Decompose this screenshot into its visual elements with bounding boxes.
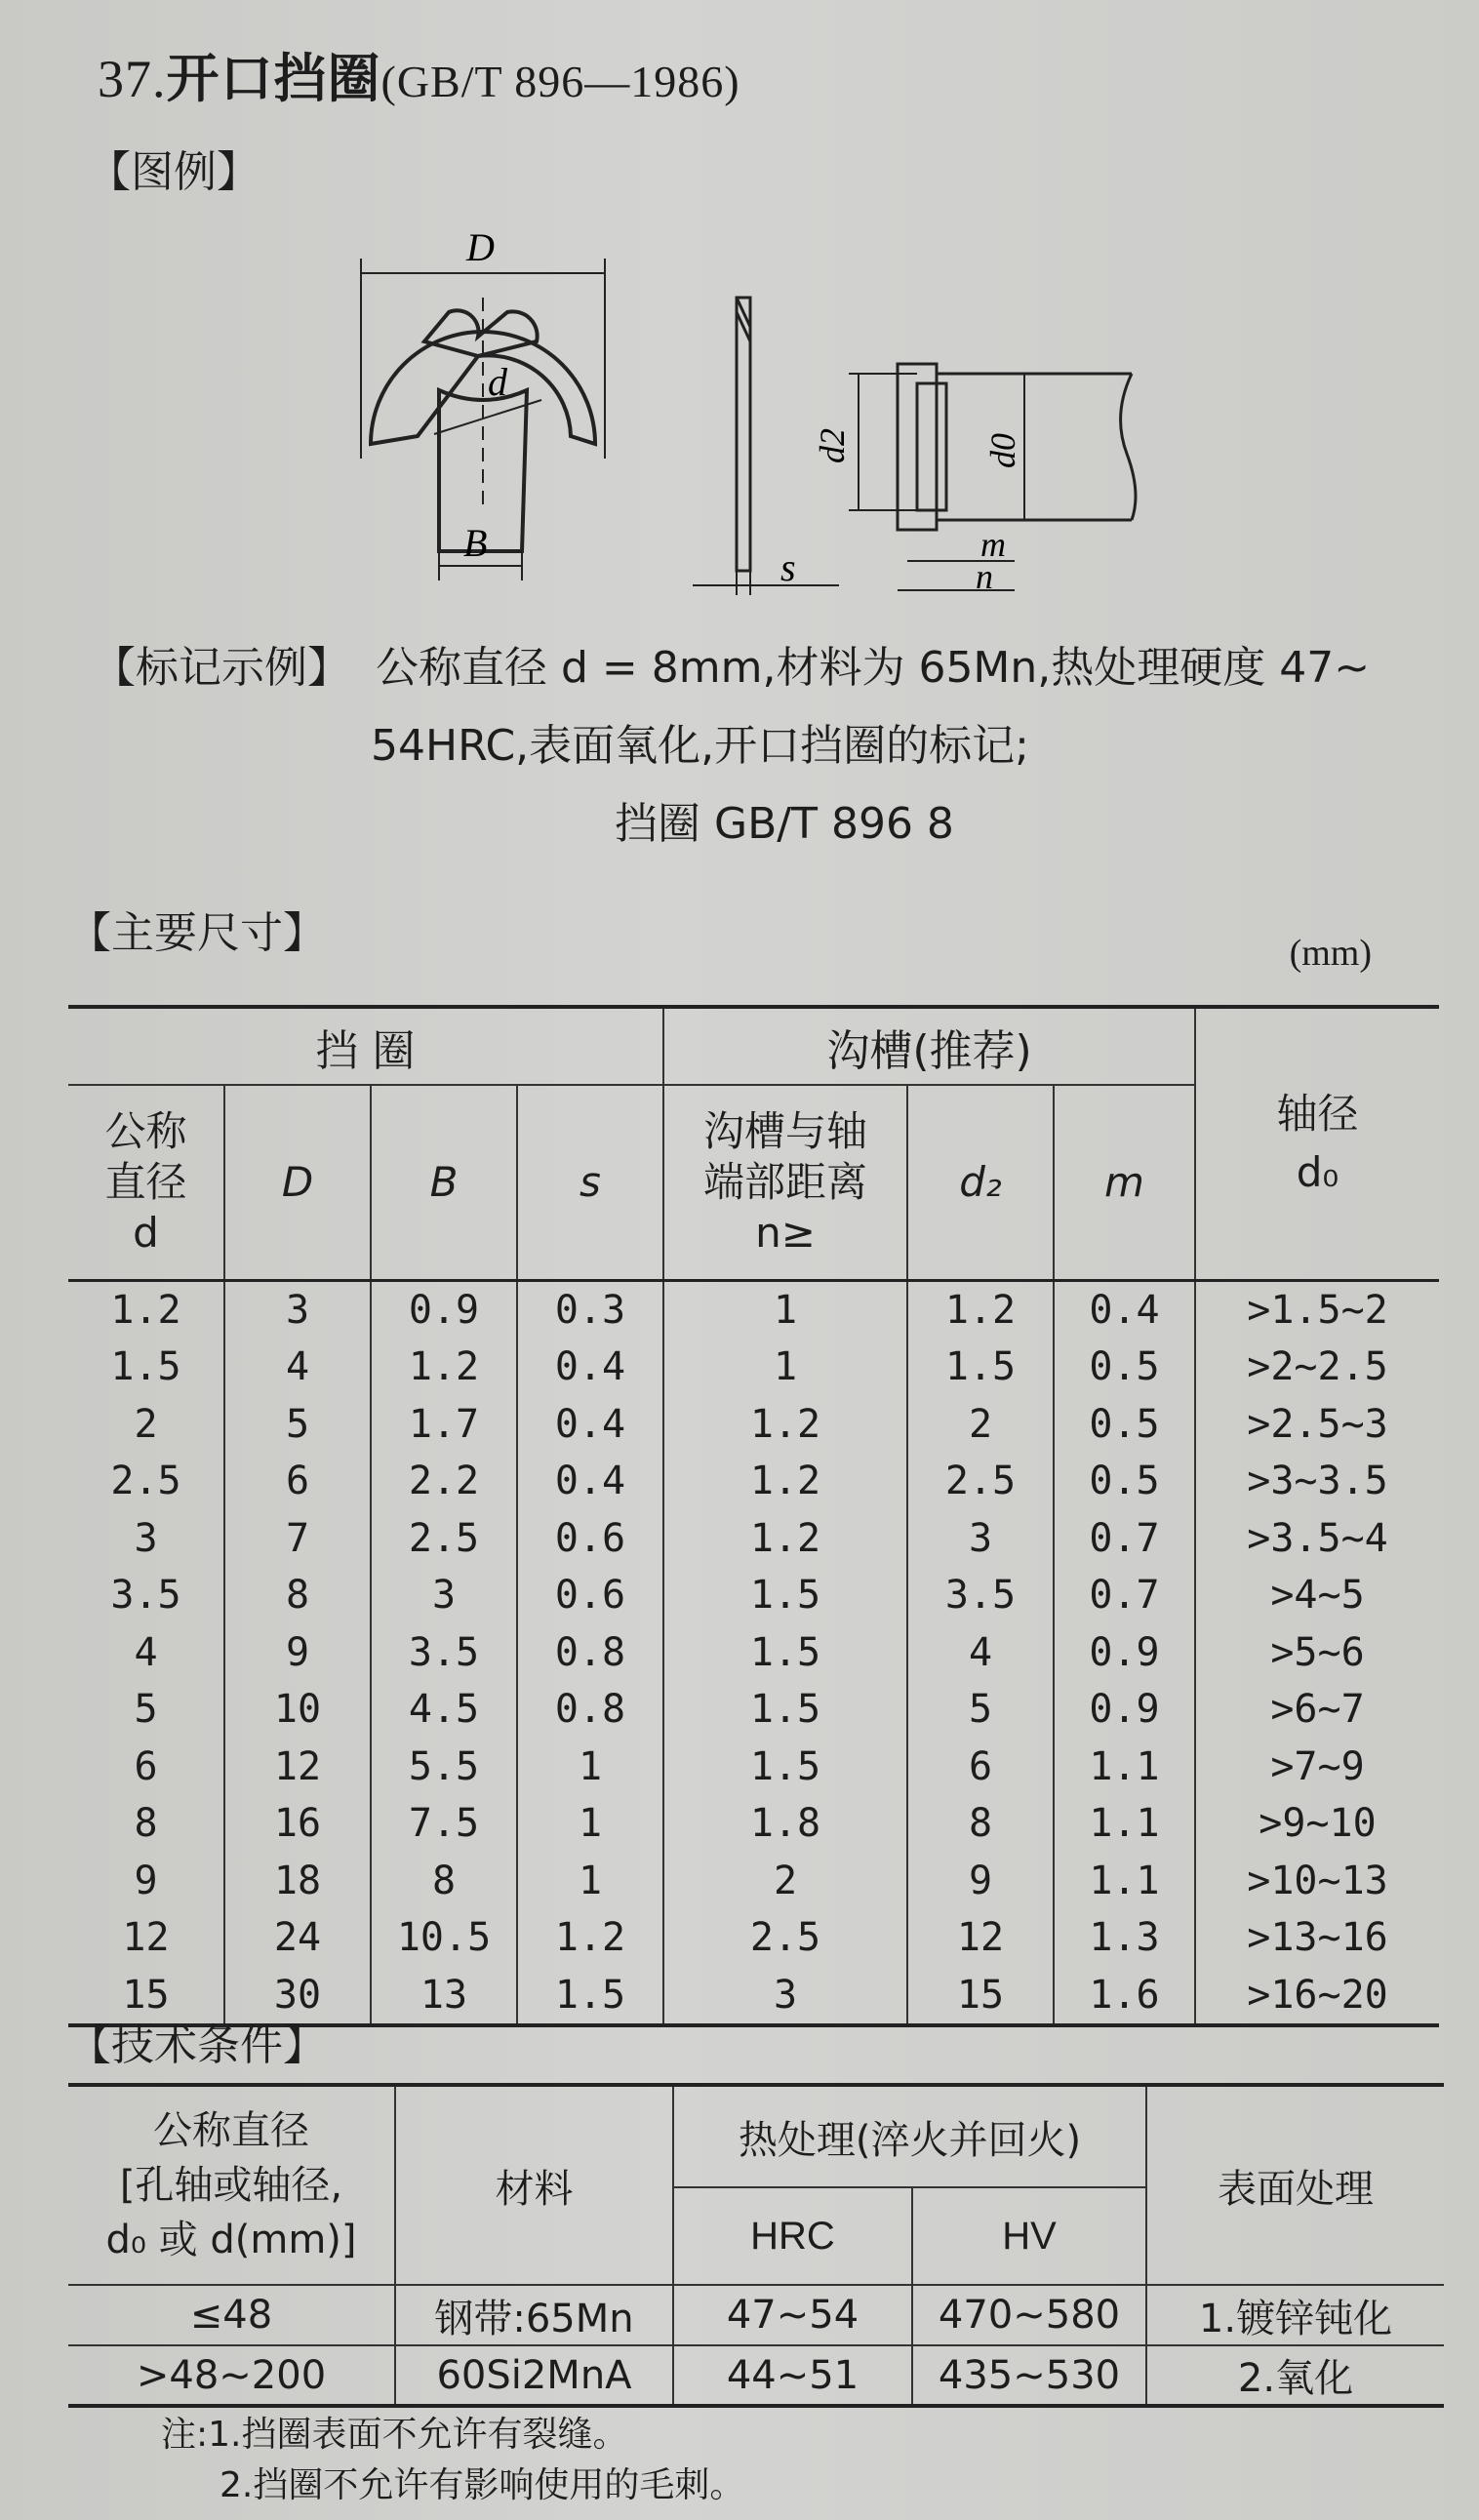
- label-d: d: [488, 360, 507, 404]
- table-row: [68, 1396, 1439, 1454]
- table-cell: 3: [663, 1967, 907, 2026]
- table-cell: 2.5: [110, 1459, 181, 1504]
- table-cell: >3~3.5: [1195, 1453, 1439, 1510]
- header-hv: HV: [912, 2187, 1146, 2285]
- title-name: 开口挡圈: [166, 48, 381, 109]
- page-title: [98, 37, 740, 112]
- table-cell: >6~7: [1195, 1681, 1439, 1739]
- table-cell: 0.7: [1054, 1567, 1195, 1624]
- section-dimensions: 【主要尺寸】: [68, 908, 326, 958]
- tech-surface-1: 1.镀锌钝化: [1146, 2285, 1444, 2345]
- table-cell: 1.2: [663, 1396, 907, 1454]
- table-cell: 1.1: [1054, 1739, 1195, 1796]
- table-cell: 15: [68, 1967, 224, 2026]
- table-row: [68, 1853, 1439, 1910]
- table-cell: 1.2: [110, 1287, 181, 1333]
- header-ring-group: 挡 圈: [68, 1007, 663, 1085]
- table-cell: 6: [907, 1739, 1054, 1796]
- table-cell: 1: [663, 1280, 907, 1339]
- table-cell: 0.8: [517, 1624, 663, 1682]
- table-cell: 2: [663, 1853, 907, 1910]
- label-s: s: [780, 545, 796, 589]
- header-tech-diameter: 公称直径 [孔轴或轴径, d₀ 或 d(mm)]: [68, 2085, 395, 2285]
- table-cell: 1.2: [663, 1453, 907, 1510]
- table-cell: 3.5: [907, 1567, 1054, 1624]
- dimensions-body: [68, 1280, 1439, 2025]
- table-cell: 3: [224, 1280, 371, 1339]
- table-cell: 1.7: [371, 1396, 517, 1454]
- tech-row1-hv: 470~580: [912, 2285, 1146, 2345]
- table-cell: 1.5: [663, 1624, 907, 1682]
- table-cell: 3.5: [110, 1573, 181, 1619]
- table-cell: >4~5: [1195, 1567, 1439, 1624]
- table-cell: 0.5: [1054, 1453, 1195, 1510]
- table-cell: 1.1: [1054, 1853, 1195, 1910]
- table-cell: 0.4: [517, 1396, 663, 1454]
- table-cell: 1.5: [110, 1344, 181, 1390]
- header-hrc: HRC: [673, 2187, 912, 2285]
- table-cell: 0.8: [517, 1681, 663, 1739]
- table-row: [68, 1280, 1439, 1339]
- table-cell: 9: [224, 1624, 371, 1682]
- header-D: D: [224, 1085, 371, 1280]
- table-row: [68, 1510, 1439, 1568]
- table-cell: 2: [134, 1401, 158, 1447]
- table-cell: 2.2: [371, 1453, 517, 1510]
- note-2: 2.挡圈不允许有影响使用的毛刺。: [220, 2465, 745, 2505]
- header-B: B: [371, 1085, 517, 1280]
- table-cell: 1: [517, 1739, 663, 1796]
- table-cell: 13: [371, 1967, 517, 2026]
- table-cell: 3: [134, 1515, 158, 1561]
- title-number: 37.: [98, 50, 167, 108]
- table-cell: 1.5: [663, 1739, 907, 1796]
- table-cell: 0.4: [517, 1453, 663, 1510]
- marking-example: [93, 629, 1370, 863]
- tech-row2-hrc: 44~51: [673, 2345, 912, 2406]
- table-cell: 6: [224, 1453, 371, 1510]
- table-cell: 0.3: [517, 1280, 663, 1339]
- table-cell: 0.6: [517, 1510, 663, 1568]
- tech-material-1: 钢带:65Mn: [395, 2285, 673, 2345]
- table-cell: 1.8: [663, 1795, 907, 1853]
- table-cell: >2~2.5: [1195, 1339, 1439, 1396]
- table-cell: 3: [907, 1510, 1054, 1568]
- table-cell: 10: [224, 1681, 371, 1739]
- header-groove-group: 沟槽(推荐): [663, 1007, 1195, 1085]
- section-technical: 【技术条件】: [68, 2020, 326, 2070]
- tech-row2-hv: 435~530: [912, 2345, 1146, 2406]
- marking-line-3: 挡圈 GB/T 896 8: [615, 799, 954, 849]
- note-1: 注:1.挡圈表面不允许有裂缝。: [161, 2415, 628, 2455]
- header-shaft-diameter: 轴径 d₀: [1195, 1007, 1439, 1280]
- table-cell: 0.7: [1054, 1510, 1195, 1568]
- table-cell: 8: [224, 1567, 371, 1624]
- table-cell: 0.5: [1054, 1396, 1195, 1454]
- tech-material-2: 60Si2MnA: [395, 2345, 673, 2406]
- table-cell: >16~20: [1195, 1967, 1439, 2026]
- label-n: n: [976, 557, 993, 596]
- table-row: [68, 1453, 1439, 1510]
- table-cell: 6: [134, 1743, 158, 1789]
- table-cell: 2.5: [663, 1909, 907, 1967]
- table-cell: 0.9: [1054, 1624, 1195, 1682]
- figure-drawing: [332, 220, 1268, 610]
- marking-line-1: 公称直径 d = 8mm,材料为 65Mn,热处理硬度 47~: [376, 643, 1371, 693]
- table-cell: 1.2: [907, 1280, 1054, 1339]
- unit-label: (mm): [1289, 933, 1372, 974]
- header-d2: d₂: [907, 1085, 1054, 1280]
- section-marking: 【标记示例】: [93, 643, 350, 693]
- table-cell: 8: [134, 1801, 158, 1847]
- table-cell: 12: [122, 1915, 170, 1961]
- table-row: [68, 1624, 1439, 1682]
- header-m: m: [1054, 1085, 1195, 1280]
- table-row: [68, 1681, 1439, 1739]
- header-surface: 表面处理: [1146, 2085, 1444, 2285]
- header-nominal-diameter: 公称 直径 d: [68, 1085, 224, 1280]
- table-cell: 0.5: [1054, 1339, 1195, 1396]
- table-cell: >1.5~2: [1195, 1280, 1439, 1339]
- table-cell: 10.5: [371, 1909, 517, 1967]
- notes: [161, 2410, 744, 2511]
- table-cell: 5.5: [371, 1739, 517, 1796]
- table-cell: >2.5~3: [1195, 1396, 1439, 1454]
- label-m: m: [980, 525, 1006, 564]
- table-cell: 1: [517, 1795, 663, 1853]
- label-d0: d0: [983, 433, 1022, 468]
- table-cell: 12: [224, 1739, 371, 1796]
- table-cell: 1.5: [663, 1681, 907, 1739]
- table-cell: 24: [224, 1909, 371, 1967]
- table-cell: 1.5: [907, 1339, 1054, 1396]
- table-cell: 5: [134, 1687, 158, 1733]
- table-cell: 8: [907, 1795, 1054, 1853]
- table-cell: 4.5: [371, 1681, 517, 1739]
- table-cell: 1.3: [1054, 1909, 1195, 1967]
- table-cell: 3.5: [371, 1624, 517, 1682]
- marking-line-2: 54HRC,表面氧化,开口挡圈的标记;: [371, 721, 1029, 771]
- header-groove-distance: 沟槽与轴 端部距离 n≥: [663, 1085, 907, 1280]
- table-cell: 16: [224, 1795, 371, 1853]
- table-cell: 0.4: [1054, 1280, 1195, 1339]
- table-cell: >5~6: [1195, 1624, 1439, 1682]
- label-D: D: [466, 225, 495, 269]
- table-cell: 4: [134, 1629, 158, 1675]
- table-cell: 4: [224, 1339, 371, 1396]
- tech-surface-2: 2.氧化: [1146, 2345, 1444, 2406]
- table-cell: 9: [134, 1858, 158, 1903]
- label-d2: d2: [813, 428, 852, 463]
- table-cell: 1.5: [517, 1967, 663, 2026]
- tech-row2-diameter: >48~200: [68, 2345, 395, 2406]
- table-cell: 1.2: [663, 1510, 907, 1568]
- table-cell: 12: [907, 1909, 1054, 1967]
- label-B: B: [463, 521, 488, 565]
- table-cell: 0.6: [517, 1567, 663, 1624]
- header-material: 材料: [395, 2085, 673, 2285]
- table-cell: >13~16: [1195, 1909, 1439, 1967]
- table-cell: 15: [907, 1967, 1054, 2026]
- header-s: s: [517, 1085, 663, 1280]
- table-row: [68, 1567, 1439, 1624]
- table-cell: 2.5: [371, 1510, 517, 1568]
- table-cell: 0.9: [371, 1280, 517, 1339]
- table-cell: 0.4: [517, 1339, 663, 1396]
- table-cell: 5: [907, 1681, 1054, 1739]
- table-cell: 1: [517, 1853, 663, 1910]
- table-cell: >7~9: [1195, 1739, 1439, 1796]
- table-cell: 7.5: [371, 1795, 517, 1853]
- table-cell: 9: [907, 1853, 1054, 1910]
- table-row: [68, 1909, 1439, 1967]
- header-heat-treatment: 热处理(淬火并回火): [673, 2085, 1146, 2187]
- table-cell: 1.5: [663, 1567, 907, 1624]
- tech-row1-diameter: ≤48: [68, 2285, 395, 2345]
- table-cell: 7: [224, 1510, 371, 1568]
- dimensions-table: [68, 1005, 1439, 2027]
- technical-table: [68, 2083, 1444, 2408]
- table-cell: >9~10: [1195, 1795, 1439, 1853]
- section-figure: 【图例】: [88, 147, 260, 197]
- table-cell: 2.5: [907, 1453, 1054, 1510]
- table-cell: 0.9: [1054, 1681, 1195, 1739]
- table-cell: 30: [224, 1967, 371, 2026]
- table-cell: 5: [224, 1396, 371, 1454]
- table-cell: 8: [371, 1853, 517, 1910]
- table-row: [68, 1339, 1439, 1396]
- tech-row1-hrc: 47~54: [673, 2285, 912, 2345]
- table-cell: 3: [371, 1567, 517, 1624]
- table-cell: 4: [907, 1624, 1054, 1682]
- table-cell: >10~13: [1195, 1853, 1439, 1910]
- table-cell: 1: [663, 1339, 907, 1396]
- table-row: [68, 1739, 1439, 1796]
- table-cell: 1.2: [517, 1909, 663, 1967]
- title-standard: (GB/T 896—1986): [380, 57, 740, 106]
- table-cell: 2: [907, 1396, 1054, 1454]
- table-cell: 1.2: [371, 1339, 517, 1396]
- table-cell: 18: [224, 1853, 371, 1910]
- table-cell: 1.1: [1054, 1795, 1195, 1853]
- table-row: [68, 1795, 1439, 1853]
- table-cell: 1.6: [1054, 1967, 1195, 2026]
- table-cell: >3.5~4: [1195, 1510, 1439, 1568]
